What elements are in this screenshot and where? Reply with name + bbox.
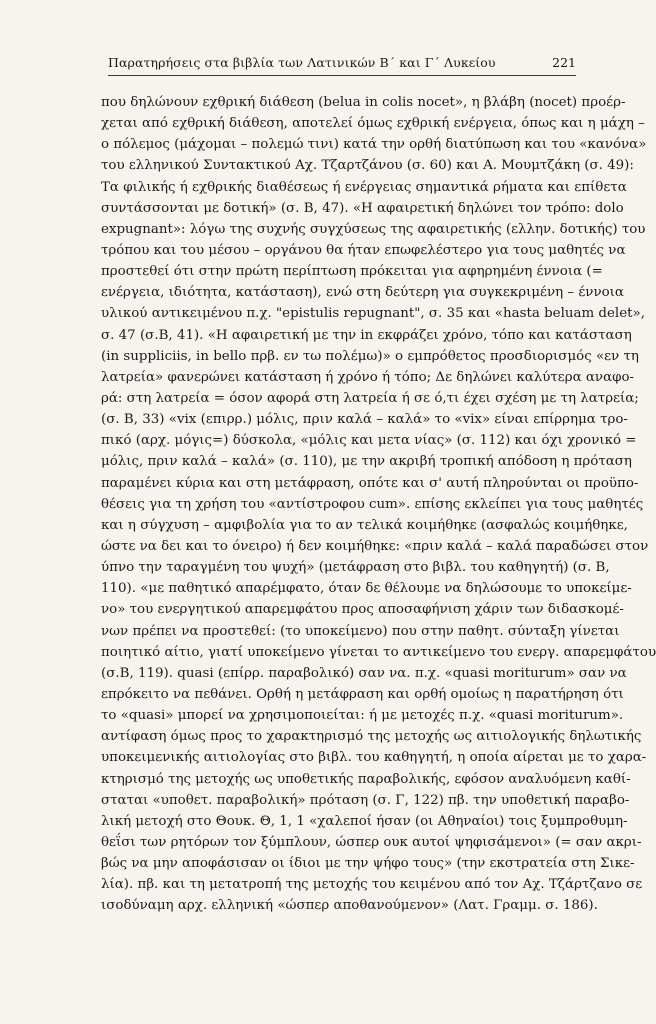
text-line: τρόπου και του μέσου – οργάνου θα ήταν επωφελέστερο για τους μαθητές να xyxy=(101,242,626,258)
text-line: το «quasi» μπορεί να χρησιμοποιείται: ή με μετοχές π.χ. «quasi moriturum». xyxy=(101,708,624,724)
text-line: ποιητικό αίτιο, γιατί υποκείμενο γίνεται το αντικείμενο του ενεργ. απαρεμφάτου xyxy=(101,644,656,660)
text-line: του ελληνικού Συντακτικού Αχ. Τζαρτζάνου (σ. 60) και Α. Μουμτζάκη (σ. 49): xyxy=(101,158,634,174)
text-line: σταται «υποθετ. παραβολική» πρόταση (σ. Γ, 122) πβ. την υποθετική παραβο- xyxy=(101,792,630,808)
text-line: ο πόλεμος (μάχομαι – πολεμώ τινι) κατά την ορθή διατύπωση και του «κανόνα» xyxy=(101,137,647,153)
text-line: χεται από εχθρική διάθεση, αποτελεί όμως εχθρική ενέργεια, όπως και η μάχη – xyxy=(101,116,645,132)
text-line: κτηρισμό της μετοχής ως υποθετικής παραβολικής, εφόσον αναλυόμενη καθί- xyxy=(101,771,631,787)
text-line: (σ. Β, 33) «vix (επιρρ.) μόλις, πριν καλά – καλά» το «vix» είναι επίρρημα τρο- xyxy=(101,412,628,428)
text-line: ισοδύναμη αρχ. ελληνική «ώσπερ αποθανούμενον» (Λατ. Γραμμ. σ. 186). xyxy=(101,898,598,914)
text-line: 110). «με παθητικό απαρέμφατο, όταν δε θέλουμε να δηλώσουμε το υποκείμε- xyxy=(101,581,632,597)
page-number: 221 xyxy=(552,55,576,70)
text-line: επρόκειτο να πεθάνει. Ορθή η μετάφραση και ορθή ομοίως η παρατήρηση ότι xyxy=(101,686,624,702)
text-line: υποκειμενικής αιτιολογίας στο βιβλ. του καθηγητή, η οποία αίρεται με το χαρα- xyxy=(101,750,647,766)
header-rule xyxy=(108,75,576,76)
text-line: Τα φιλικής ή εχθρικής διαθέσεως ή ενέργειας σημαντικά ρήματα και επίθετα xyxy=(101,179,627,195)
text-line: ρά: στη λατρεία = όσον αφορά στη λατρεία ή σε ό,τι έχει σχέση με τη λατρεία; xyxy=(101,390,639,406)
text-line: (in suppliciis, in bello πρβ. εν τω πολέμω)» ο εμπρόθετος προσδιορισμός «εν τη xyxy=(101,348,639,364)
text-line: νο» του ενεργητικού απαρεμφάτου προς αποσαφήνιση χάριν των διδασκομέ- xyxy=(101,602,624,618)
text-line: θεΐσι των ρητόρων τον ξύμπλουν, ώσπερ ουκ αυτοί ψηφισάμενοι» (= σαν ακρι- xyxy=(101,834,642,850)
text-line: αντίφαση όμως προς το χαρακτηρισμό της μετοχής ως αιτιολογικής δηλωτικής xyxy=(101,729,642,745)
text-line: λία). πβ. και τη μετατροπή της μετοχής του κειμένου από τον Αχ. Τζάρτζανο σε xyxy=(101,877,643,893)
text-line: και η σύγχυση – αμφιβολία για το αν τελικά κοιμήθηκε (ασφαλώς κοιμήθηκε, xyxy=(101,517,628,533)
text-line: πικό (αρχ. μόγις=) δύσκολα, «μόλις και μετα νίας» (σ. 112) και όχι χρονικό = xyxy=(101,433,637,449)
text-line: παραμένει κύρια και στη μετάφραση, οπότε και σ' αυτή πληρούνται οι προϋπο- xyxy=(101,475,639,491)
text-line: νων πρέπει να προστεθεί: (το υποκείμενο) που στην παθητ. σύνταξη γίνεται xyxy=(101,623,620,639)
text-line: ενέργεια, ιδιότητα, κατάσταση), ενώ στη δεύτερη για συγκεκριμένη – έννοια xyxy=(101,285,624,301)
text-line: σ. 47 (σ.Β, 41). «Η αφαιρετική με την in εκφράζει χρόνο, τόπο και κατάσταση xyxy=(101,327,632,343)
text-line: μόλις, πριν καλά – καλά» (σ. 110), με την ακριβή τροπική απόδοση η πρόταση xyxy=(101,454,632,470)
running-title: Παρατηρήσεις στα βιβλία των Λατινικών Β΄ και Γ΄ Λυκείου xyxy=(108,55,496,70)
text-line: expugnant»: λόγω της συχνής συγχύσεως της αφαιρετικής (ελλην. δοτικής) του xyxy=(101,221,646,237)
text-line: προστεθεί ότι στην πρώτη περίπτωση πρόκειται για αφηρημένη έννοια (= xyxy=(101,264,603,280)
text-line: θέσεις για τη χρήση του «αντίστροφου cum». επίσης εκλείπει για τους μαθητές xyxy=(101,496,644,512)
text-line: που δηλώνουν εχθρική διάθεση (belua in colis nocet», η βλάβη (nocet) προέρ- xyxy=(101,95,626,110)
text-line: βώς να μην αποφάσισαν οι ίδιοι με την ψήφο τους» (την εκστρατεία στη Σικε- xyxy=(101,856,635,872)
body-paragraph xyxy=(101,92,656,916)
text-line: (σ.Β, 119). quasi (επίρρ. παραβολικό) σαν να. π.χ. «quasi moriturum» σαν να xyxy=(101,665,627,681)
text-line: ώστε να δει και το όνειρο) ή δεν κοιμήθηκε: «πριν καλά – καλά παραδώσει στον xyxy=(101,538,649,554)
text-line: λατρεία» φανερώνει κατάσταση ή χρόνο ή τόπο; Δε δηλώνει καλύτερα αναφο- xyxy=(101,369,635,385)
text-line: ύπνο την ταραγμένη του ψυχή» (μετάφραση στο βιβλ. του καθηγητή) (σ. Β, xyxy=(101,560,610,576)
running-head xyxy=(108,53,576,73)
text-line: υλικού αντικειμένου π.χ. "epistulis repugnant", σ. 35 και «hasta beluam delet», xyxy=(101,306,645,322)
text-line: συντάσσονται με δοτική» (σ. Β, 47). «Η αφαιρετική δηλώνει τον τρόπο: dolo xyxy=(101,200,624,216)
text-line: λική μετοχή στο Θουκ. Θ, 1, 1 «χαλεποί ήσαν (οι Αθηναίοι) τοις ξυμπροθυμη- xyxy=(101,813,628,829)
